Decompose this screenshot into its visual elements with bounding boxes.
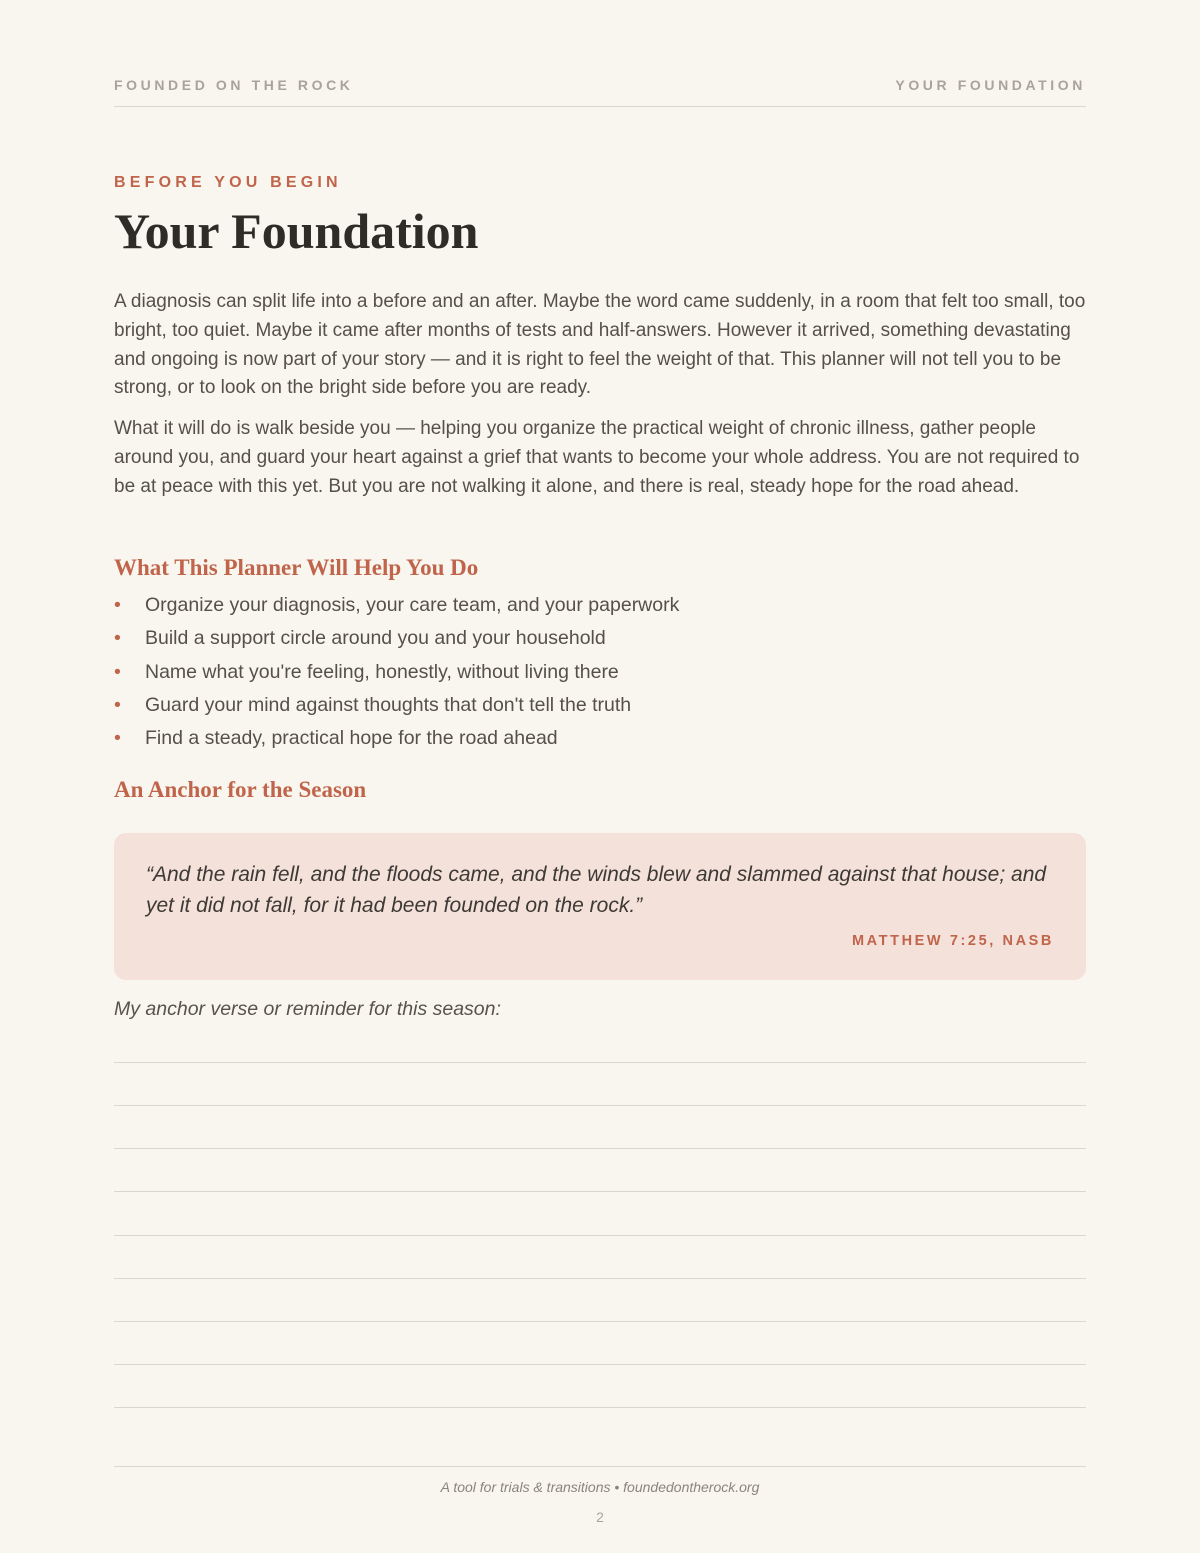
verse-quote: “And the rain fell, and the floods came, and the winds blew and slammed against that house; and yet it did not fall, for it had been founded on the rock.” <box>146 863 1047 917</box>
help-list-item <box>114 723 1086 756</box>
header-book-title: FOUNDED ON THE ROCK <box>114 77 354 93</box>
bullet-icon: • <box>114 660 121 683</box>
footer-tagline: A tool for trials & transitions • foundedontherock.org <box>440 1479 760 1495</box>
header-section-title: YOUR FOUNDATION <box>895 77 1086 93</box>
section-eyebrow: BEFORE YOU BEGIN <box>114 174 342 191</box>
bullet-icon: • <box>114 693 121 716</box>
page-title: Your Foundation <box>114 203 479 259</box>
intro-text <box>114 288 1086 514</box>
bullet-icon: • <box>114 594 121 616</box>
intro-paragraph: What it will do is walk beside you — helping you organize the practical weight of chronic illness, gather people around you, and guard your heart against a grief that wants to become your whole address. You are not required to be at peace with this yet. But you are not walking it alone, and there is real, steady hope for the road ahead. <box>114 418 1080 497</box>
help-list <box>114 590 1086 756</box>
footer-divider <box>114 1466 1086 1467</box>
bullet-icon: • <box>114 627 121 650</box>
help-item-text: Build a support circle around you and your household <box>145 627 606 650</box>
writing-line[interactable] <box>114 1278 1086 1279</box>
help-item-text: Organize your diagnosis, your care team, and your paperwork <box>145 594 680 616</box>
verse-callout <box>114 833 1086 980</box>
writing-line[interactable] <box>114 1105 1086 1106</box>
help-item-text: Find a steady, practical hope for the road ahead <box>145 727 558 750</box>
writing-line[interactable] <box>114 1321 1086 1322</box>
running-header <box>114 76 1086 107</box>
help-item-text: Name what you're feeling, honestly, without living there <box>145 660 619 683</box>
writing-line[interactable] <box>114 1364 1086 1365</box>
writing-line[interactable] <box>114 1407 1086 1408</box>
writing-line[interactable] <box>114 1191 1086 1192</box>
writing-line[interactable] <box>114 1148 1086 1149</box>
intro-paragraph: A diagnosis can split life into a before and an after. Maybe the word came suddenly, in a room that felt too small, too bright, too quiet. Maybe it came after months of tests and half-answers. However it arrived, something devastating and ongoing is now part of your story — and it is right to feel the weight of that. This planner will not tell you to be strong, or to look on the bright side before you are ready. <box>114 291 1086 399</box>
writing-line[interactable] <box>114 1235 1086 1236</box>
verse-reference: MATTHEW 7:25, NASB <box>851 933 1054 949</box>
help-list-item <box>114 590 1086 623</box>
help-list-item <box>114 623 1086 656</box>
planner-page <box>114 0 1086 1553</box>
help-heading: What This Planner Will Help You Do <box>114 555 479 580</box>
help-list-item <box>114 690 1086 723</box>
help-list-item <box>114 657 1086 690</box>
page-number: 2 <box>596 1509 604 1525</box>
writing-line[interactable] <box>114 1062 1086 1063</box>
anchor-heading: An Anchor for the Season <box>114 777 367 802</box>
bullet-icon: • <box>114 727 121 750</box>
anchor-prompt: My anchor verse or reminder for this season: <box>114 998 501 1020</box>
help-item-text: Guard your mind against thoughts that don't tell the truth <box>145 693 632 716</box>
